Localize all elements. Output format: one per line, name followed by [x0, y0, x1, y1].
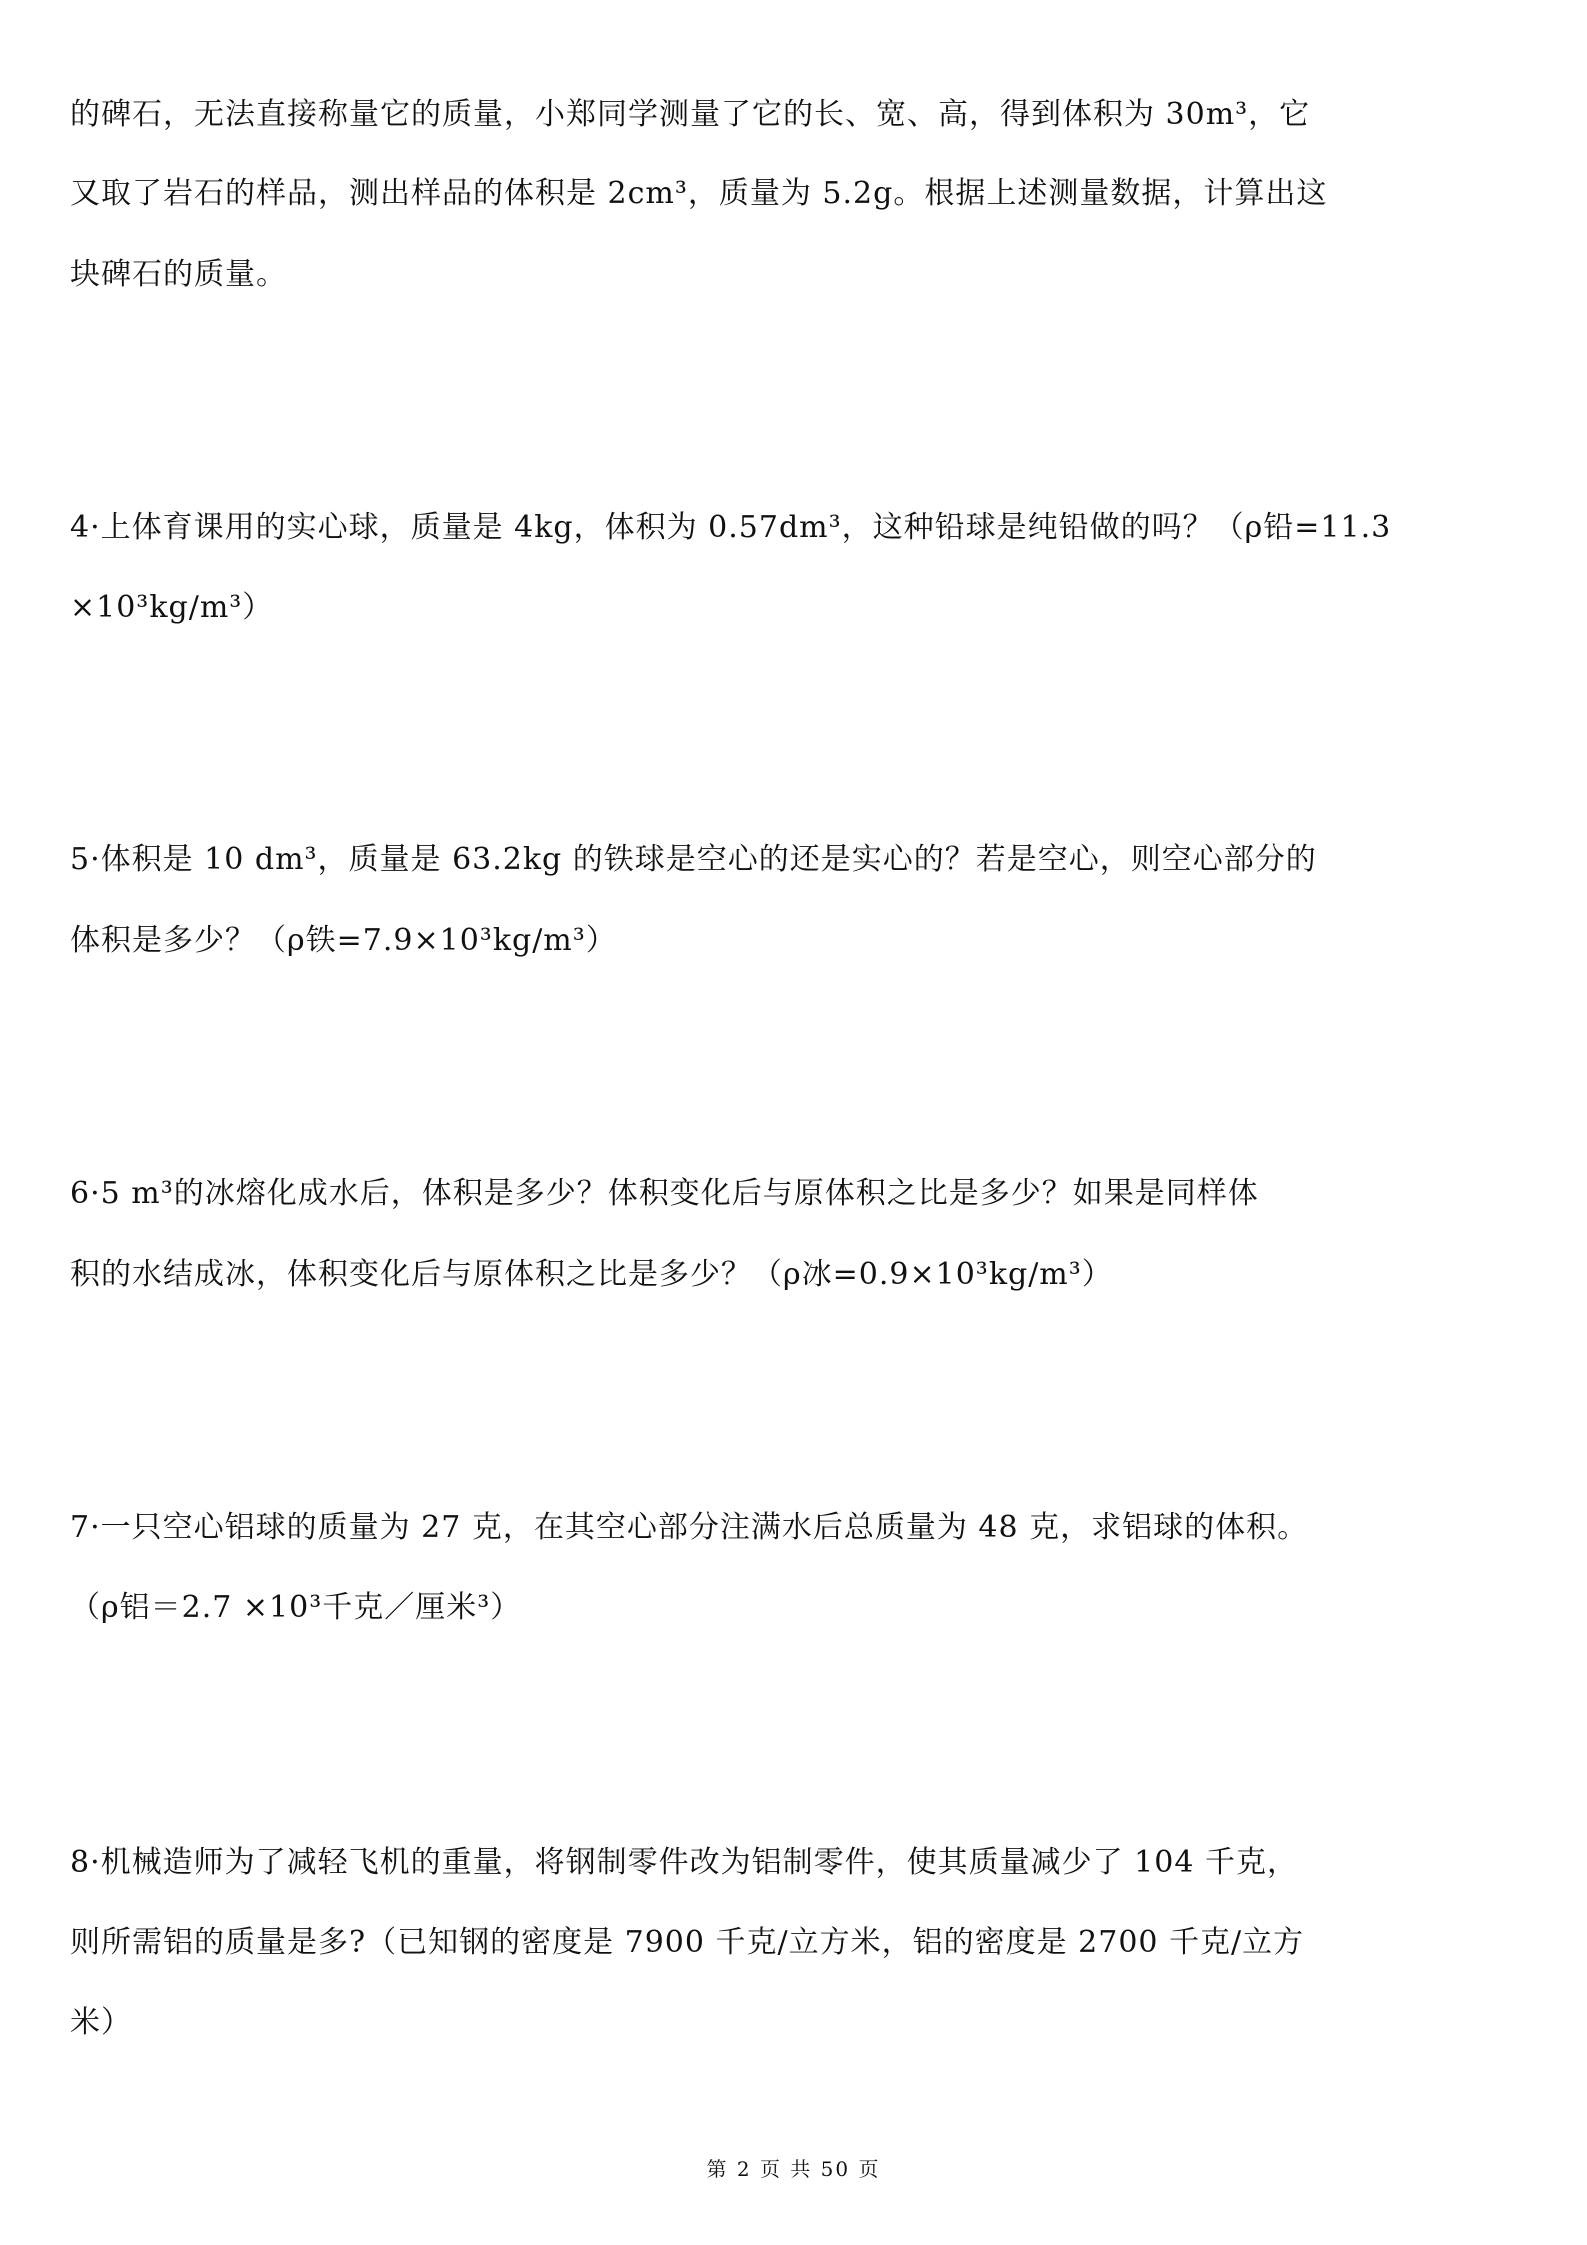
- paragraph-line: 7·一只空心铝球的质量为 27 克，在其空心部分注满水后总质量为 48 克，求铝球的体积。: [70, 1510, 1309, 1545]
- paragraph-line: 8·机械造师为了减轻飞机的重量，将钢制零件改为铝制零件，使其质量减少了 104 千克，: [70, 1845, 1298, 1880]
- paragraph-line: 的碑石，无法直接称量它的质量，小郑同学测量了它的长、宽、高，得到体积为 30m³，它: [70, 97, 1311, 132]
- paragraph-line: 6·5 m³的冰熔化成水后，体积是多少？体积变化后与原体积之比是多少？如果是同样体: [70, 1176, 1259, 1211]
- paragraph-line: 则所需铝的质量是多?（已知钢的密度是 7900 千克/立方米，铝的密度是 2700 千克/立方: [70, 1925, 1305, 1960]
- paragraph-line: 块碑石的质量。: [70, 257, 287, 292]
- paragraph-line: 米）: [70, 2005, 132, 2040]
- paragraph-line: （ρ铝＝2.7 ×10³千克／厘米³）: [70, 1590, 522, 1625]
- paragraph-line: 4·上体育课用的实心球，质量是 4kg，体积为 0.57dm³，这种铅球是纯铅做的吗？（ρ铅=11.3: [70, 510, 1392, 545]
- paragraph-line: ×10³kg/m³）: [70, 590, 274, 625]
- paragraph-line: 又取了岩石的样品，测出样品的体积是 2cm³，质量为 5.2g。根据上述测量数据，计算出这: [70, 176, 1328, 211]
- page-number-footer: 第 2 页 共 50 页: [706, 2157, 881, 2181]
- paragraph-line: 体积是多少？（ρ铁=7.9×10³kg/m³）: [70, 923, 617, 958]
- paragraph-line: 积的水结成冰，体积变化后与原体积之比是多少？（ρ冰=0.9×10³kg/m³）: [70, 1257, 1113, 1292]
- paragraph-line: 5·体积是 10 dm³，质量是 63.2kg 的铁球是空心的还是实心的？若是空心，则空心部分的: [70, 842, 1317, 877]
